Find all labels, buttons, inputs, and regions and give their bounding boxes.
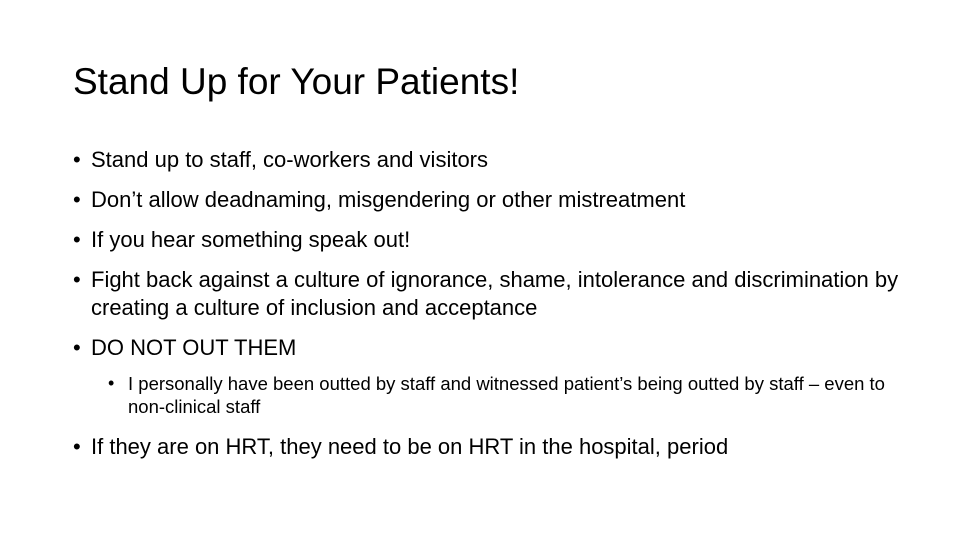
bullet-marker: • bbox=[73, 434, 81, 459]
bullet-list bbox=[73, 146, 903, 473]
sub-bullet-item bbox=[73, 372, 903, 418]
bullet-marker: • bbox=[73, 227, 81, 252]
bullet-item bbox=[73, 433, 903, 461]
bullet-text: Stand up to staff, co-workers and visitors bbox=[91, 147, 488, 172]
bullet-text: Fight back against a culture of ignorance, shame, intolerance and discrimination by creating a culture of inclusion and acceptance bbox=[91, 267, 899, 320]
bullet-text: If you hear something speak out! bbox=[91, 227, 411, 252]
bullet-item bbox=[73, 226, 903, 254]
bullet-text: DO NOT OUT THEM bbox=[91, 335, 297, 360]
bullet-text: Don’t allow deadnaming, misgendering or other mistreatment bbox=[91, 187, 686, 212]
bullet-item bbox=[73, 266, 903, 322]
bullet-text: I personally have been outted by staff and witnessed patient’s being outted by staff – even to non-clinical staff bbox=[128, 373, 885, 417]
bullet-marker: • bbox=[73, 267, 81, 292]
bullet-marker: • bbox=[73, 187, 81, 212]
bullet-item bbox=[73, 334, 903, 362]
bullet-item bbox=[73, 186, 903, 214]
bullet-marker: • bbox=[108, 373, 115, 393]
bullet-marker: • bbox=[73, 147, 81, 172]
bullet-item bbox=[73, 146, 903, 174]
bullet-marker: • bbox=[73, 335, 81, 360]
slide-title: Stand Up for Your Patients! bbox=[73, 61, 520, 102]
bullet-text: If they are on HRT, they need to be on HRT in the hospital, period bbox=[91, 434, 729, 459]
